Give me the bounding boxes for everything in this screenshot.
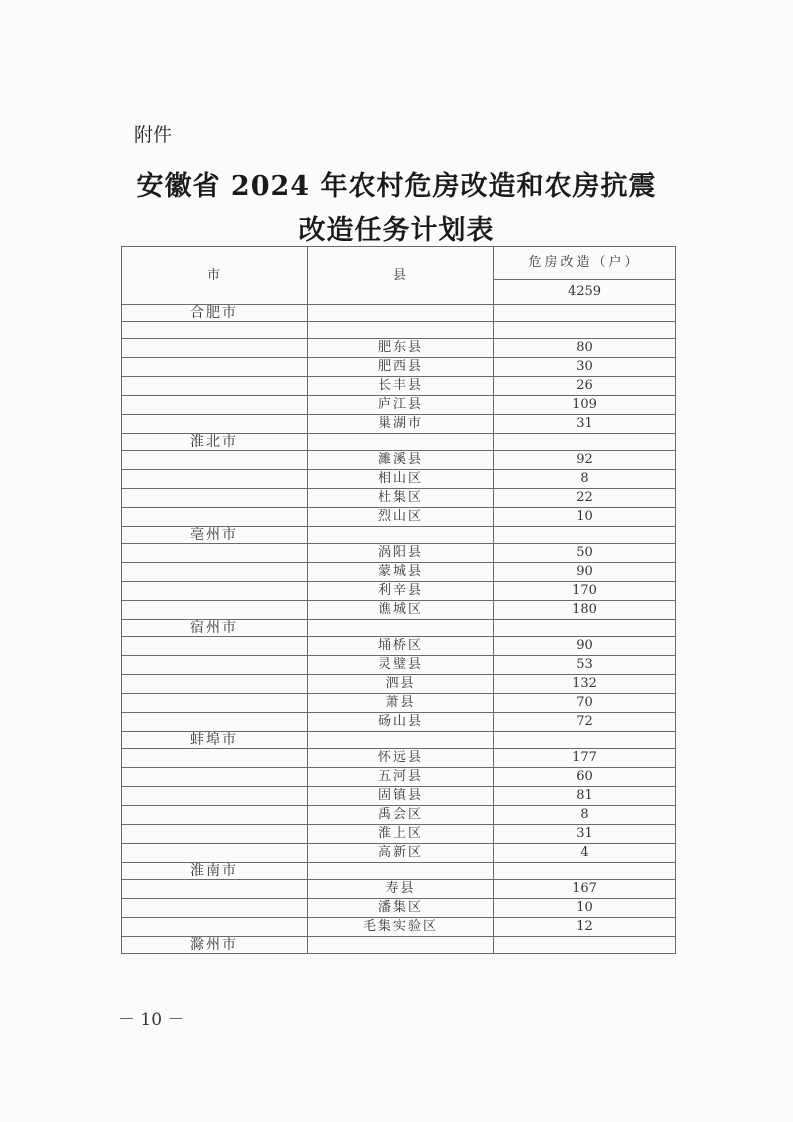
- table-row: [122, 694, 676, 713]
- page-number: － 10 －: [118, 1010, 185, 1030]
- renovation-count: 30: [494, 358, 676, 377]
- county-name: 埇桥区: [308, 637, 494, 656]
- blank-row: [122, 322, 676, 339]
- renovation-count: 60: [494, 768, 676, 787]
- renovation-count: 8: [494, 470, 676, 489]
- renovation-count: 31: [494, 415, 676, 434]
- table-row: [122, 601, 676, 620]
- empty-cell: [122, 825, 308, 844]
- empty-cell: [308, 305, 494, 322]
- empty-cell: [122, 694, 308, 713]
- county-name: 五河县: [308, 768, 494, 787]
- empty-cell: [122, 656, 308, 675]
- header-value: 危房改造（户）: [494, 247, 676, 280]
- city-row: [122, 620, 676, 637]
- county-name: 砀山县: [308, 713, 494, 732]
- empty-cell: [308, 732, 494, 749]
- county-name: 灵璧县: [308, 656, 494, 675]
- empty-cell: [122, 544, 308, 563]
- county-name: 毛集实验区: [308, 918, 494, 937]
- county-name: 谯城区: [308, 601, 494, 620]
- empty-cell: [122, 918, 308, 937]
- renovation-count: 72: [494, 713, 676, 732]
- table-row: [122, 675, 676, 694]
- empty-cell: [494, 322, 676, 339]
- city-name: 合肥市: [122, 305, 308, 322]
- table-row: [122, 787, 676, 806]
- county-name: 高新区: [308, 844, 494, 863]
- city-row: [122, 434, 676, 451]
- renovation-count: 31: [494, 825, 676, 844]
- county-name: 蒙城县: [308, 563, 494, 582]
- city-row: [122, 937, 676, 954]
- empty-cell: [308, 620, 494, 637]
- renovation-count: 10: [494, 508, 676, 527]
- empty-cell: [308, 863, 494, 880]
- empty-cell: [122, 637, 308, 656]
- table-row: [122, 415, 676, 434]
- table-row: [122, 582, 676, 601]
- table-row: [122, 656, 676, 675]
- empty-cell: [494, 305, 676, 322]
- county-name: 潘集区: [308, 899, 494, 918]
- renovation-count: 132: [494, 675, 676, 694]
- county-name: 利辛县: [308, 582, 494, 601]
- table-row: [122, 470, 676, 489]
- renovation-count: 90: [494, 563, 676, 582]
- renovation-count: 4: [494, 844, 676, 863]
- table-row: [122, 637, 676, 656]
- renovation-count: 109: [494, 396, 676, 415]
- renovation-count: 81: [494, 787, 676, 806]
- empty-cell: [122, 508, 308, 527]
- empty-cell: [122, 806, 308, 825]
- renovation-count: 26: [494, 377, 676, 396]
- empty-cell: [494, 527, 676, 544]
- county-name: 固镇县: [308, 787, 494, 806]
- table-row: [122, 563, 676, 582]
- table-row: [122, 768, 676, 787]
- renovation-count: 80: [494, 339, 676, 358]
- table-row: [122, 451, 676, 470]
- table-row: [122, 396, 676, 415]
- city-name: 亳州市: [122, 527, 308, 544]
- empty-cell: [494, 620, 676, 637]
- county-name: 烈山区: [308, 508, 494, 527]
- county-name: 巢湖市: [308, 415, 494, 434]
- table-row: [122, 508, 676, 527]
- empty-cell: [494, 434, 676, 451]
- city-row: [122, 527, 676, 544]
- empty-cell: [494, 732, 676, 749]
- empty-cell: [308, 527, 494, 544]
- header-county: 县: [308, 247, 494, 305]
- county-name: 肥东县: [308, 339, 494, 358]
- table-row: [122, 806, 676, 825]
- renovation-count: 22: [494, 489, 676, 508]
- table-row: [122, 825, 676, 844]
- table-row: [122, 358, 676, 377]
- total-value: 4259: [494, 280, 676, 305]
- renovation-count: 180: [494, 601, 676, 620]
- city-name: 淮南市: [122, 863, 308, 880]
- city-name: 淮北市: [122, 434, 308, 451]
- empty-cell: [122, 844, 308, 863]
- renovation-count: 10: [494, 899, 676, 918]
- empty-cell: [122, 582, 308, 601]
- empty-cell: [308, 322, 494, 339]
- empty-cell: [122, 601, 308, 620]
- city-name: 蚌埠市: [122, 732, 308, 749]
- county-name: 长丰县: [308, 377, 494, 396]
- county-name: 濉溪县: [308, 451, 494, 470]
- empty-cell: [122, 787, 308, 806]
- county-name: 相山区: [308, 470, 494, 489]
- empty-cell: [122, 451, 308, 470]
- table-row: [122, 899, 676, 918]
- city-name: 滁州市: [122, 937, 308, 954]
- renovation-count: 90: [494, 637, 676, 656]
- city-name: 宿州市: [122, 620, 308, 637]
- empty-cell: [122, 358, 308, 377]
- table-row: [122, 880, 676, 899]
- county-name: 萧县: [308, 694, 494, 713]
- empty-cell: [122, 396, 308, 415]
- renovation-count: 8: [494, 806, 676, 825]
- empty-cell: [122, 322, 308, 339]
- empty-cell: [122, 899, 308, 918]
- table-row: [122, 339, 676, 358]
- city-row: [122, 305, 676, 322]
- county-name: 庐江县: [308, 396, 494, 415]
- table-row: [122, 713, 676, 732]
- city-row: [122, 863, 676, 880]
- attachment-label: 附件: [134, 124, 173, 146]
- table-row: [122, 918, 676, 937]
- table-row: [122, 749, 676, 768]
- table-row: [122, 844, 676, 863]
- empty-cell: [122, 749, 308, 768]
- county-name: 涡阳县: [308, 544, 494, 563]
- county-name: 怀远县: [308, 749, 494, 768]
- empty-cell: [122, 377, 308, 396]
- empty-cell: [122, 880, 308, 899]
- empty-cell: [122, 563, 308, 582]
- empty-cell: [494, 937, 676, 954]
- county-name: 泗县: [308, 675, 494, 694]
- renovation-count: 53: [494, 656, 676, 675]
- renovation-count: 170: [494, 582, 676, 601]
- empty-cell: [122, 768, 308, 787]
- table-row: [122, 544, 676, 563]
- document-title-line-1: 安徽省 2024 年农村危房改造和农房抗震: [136, 171, 657, 202]
- empty-cell: [308, 434, 494, 451]
- county-name: 禹会区: [308, 806, 494, 825]
- empty-cell: [122, 675, 308, 694]
- county-name: 杜集区: [308, 489, 494, 508]
- empty-cell: [122, 489, 308, 508]
- table-row: [122, 489, 676, 508]
- county-name: 肥西县: [308, 358, 494, 377]
- table-row: [122, 377, 676, 396]
- county-name: 寿县: [308, 880, 494, 899]
- empty-cell: [308, 937, 494, 954]
- renovation-count: 12: [494, 918, 676, 937]
- county-name: 淮上区: [308, 825, 494, 844]
- empty-cell: [122, 339, 308, 358]
- renovation-count: 177: [494, 749, 676, 768]
- empty-cell: [122, 713, 308, 732]
- empty-cell: [122, 415, 308, 434]
- renovation-count: 70: [494, 694, 676, 713]
- header-city: 市: [122, 247, 308, 305]
- renovation-count: 92: [494, 451, 676, 470]
- renovation-count: 167: [494, 880, 676, 899]
- document-title-line-2: 改造任务计划表: [298, 215, 495, 246]
- empty-cell: [122, 470, 308, 489]
- table-header-row: [122, 247, 676, 280]
- city-row: [122, 732, 676, 749]
- empty-cell: [494, 863, 676, 880]
- plan-table: [121, 246, 676, 954]
- renovation-count: 50: [494, 544, 676, 563]
